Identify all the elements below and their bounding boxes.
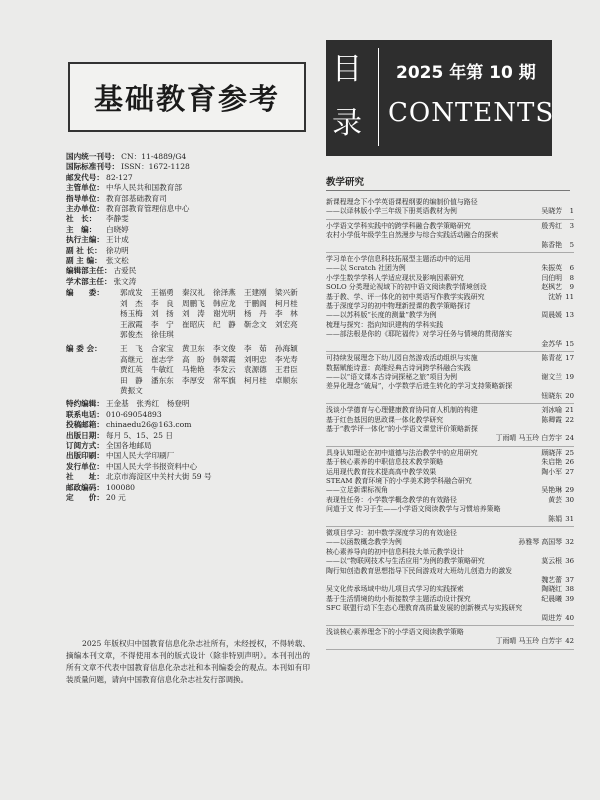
member-name: 徐泽燕 — [213, 288, 236, 298]
toc-entry — [326, 447, 574, 527]
toc-line — [326, 604, 574, 613]
meta-value: CN：11-4889/G4 — [121, 152, 187, 161]
meta-row — [66, 483, 316, 493]
toc-entry — [326, 352, 574, 404]
toc-line — [326, 293, 574, 302]
meta-label: 邮政编码： — [66, 482, 104, 492]
meta-label: 出版印刷： — [66, 451, 104, 461]
meta-label: 指导单位： — [66, 193, 104, 203]
meta-label: 邮发代号： — [66, 172, 104, 182]
member-name: 王建刚 — [244, 288, 267, 298]
meta-label: 国内统一刊号： — [66, 152, 120, 161]
member-name: 王淑霞 — [120, 319, 143, 329]
article-title: 运用现代教育技术提高高中教学效果 — [326, 467, 437, 476]
page-number: 32 — [565, 538, 574, 547]
member-name: 刘 涛 — [182, 309, 205, 319]
meta-row — [66, 277, 316, 287]
article-title: SOLO 分类理论视域下的初中语文阅读教学情境创设 — [326, 283, 487, 292]
article-title: 基于“教学评一体化”的小学语文课堂评价策略新探 — [326, 424, 478, 433]
toc-line — [326, 207, 574, 216]
toc-line — [326, 576, 574, 585]
page-number: 21 — [565, 406, 574, 415]
article-title: 可持续发展理念下幼儿园自然游戏活动组织与实施 — [326, 354, 478, 363]
article-title: 梳理与探究：指向知识建构的学科实践 — [326, 320, 444, 329]
toc-line — [326, 198, 574, 207]
member-name: 贾红英 — [120, 365, 143, 375]
toc-line — [326, 548, 574, 557]
meta-value: 李静雯 — [106, 214, 129, 224]
toc-line — [326, 302, 574, 311]
section-title: 教学研究 — [326, 177, 365, 188]
contents-label: CONTENTS — [388, 98, 555, 128]
toc-line — [326, 231, 574, 240]
page-number: 19 — [565, 372, 574, 381]
article-title: ——以“物联网技术与生活应用”为例的教学策略研究 — [326, 557, 485, 566]
meta-label: 投稿邮箱： — [66, 420, 104, 430]
article-title: 吴文化传承场域中幼儿项目式学习的实践探索 — [326, 585, 464, 594]
article-author: 孙雅琴 高国琴 — [518, 538, 562, 547]
article-title: STEAM 教育环境下的小学美术跨学科融合研究 — [326, 476, 472, 485]
article-title: 表现性任务：小学数学概念教学的有效路径 — [326, 495, 457, 504]
member-name: 王 飞 — [120, 344, 143, 354]
toc-line — [326, 416, 574, 425]
member-name: 牛敏红 — [151, 365, 174, 375]
toc-line — [326, 364, 574, 373]
meta-label: 出版日期： — [66, 430, 104, 440]
meta-value: chinaedu26@163.com — [106, 420, 192, 430]
meta-label: 定 价： — [66, 493, 104, 502]
page-number: 22 — [565, 415, 574, 424]
article-title: 核心素养导向的初中信息科技大单元教学设计 — [326, 547, 464, 556]
meta-label: 社 长： — [66, 214, 97, 224]
article-title: 浅谈小学德育与心理健康教育协同育人机制的构建 — [326, 406, 478, 415]
article-author: 闫伯明 — [541, 273, 562, 282]
member-name: 周鹏飞 — [182, 298, 205, 308]
member-name: 黄振文 — [120, 385, 143, 395]
toc-line — [326, 486, 574, 495]
article-title: 差异化理念“破局”，小学数学后进生转化的学习支持策略新探 — [326, 382, 513, 391]
meta-value: 张文涛 — [113, 276, 137, 286]
editorial-committee — [66, 344, 316, 396]
meta-label: 主管单位： — [66, 183, 104, 193]
member-name: 李文俊 — [213, 344, 236, 354]
article-author: 金苏华 — [541, 339, 562, 348]
meta-row — [66, 462, 316, 472]
toc-line — [326, 614, 574, 623]
meta-row — [66, 472, 316, 482]
meta-label: 联系电话： — [66, 409, 104, 419]
article-title: ——以苏科版“长度的测量”教学为例 — [326, 311, 437, 320]
article-title: 基于深度学习的初中物理新授课的教学策略探讨 — [326, 302, 471, 311]
member-name: 徐佳琪 — [151, 329, 174, 339]
meta-value: 20 元 — [106, 493, 126, 502]
meta-value: 100080 — [106, 482, 135, 492]
member-name: 刘 扬 — [151, 309, 174, 319]
meta-label: 社 址： — [66, 472, 104, 482]
meta-row — [66, 194, 316, 204]
toc-line — [326, 468, 574, 477]
article-title: 农村小学低年级学生自然漫步与综合实践活动融合的探索 — [326, 231, 499, 240]
meta-label: 国际标准刊号： — [66, 162, 120, 172]
toc-line — [326, 255, 574, 264]
meta-row — [66, 410, 316, 420]
article-author: 陈青花 — [541, 354, 562, 363]
header-glyph-mu: 目 — [332, 52, 362, 87]
article-author: 吴艳琳 — [541, 486, 562, 495]
toc-line — [326, 477, 574, 486]
member-name: 李 林 — [275, 309, 298, 319]
article-title — [326, 241, 537, 250]
article-author: 纪晨曦 — [541, 594, 562, 603]
meta-value: 教育部基础教育司 — [106, 193, 167, 203]
toc-entry — [326, 626, 574, 650]
page-number: 39 — [565, 594, 574, 603]
copyright-notice: 2025 年版权归中国教育信息化杂志社所有，未经授权，不得转载、摘编本刊文章，不得使用本刊的版式设计（除非特别声明）。本刊刊出的所有文章不代表中国教育信息化杂志社和本刊编委会的观点。本刊如有印装质量问题，请向中国教育信息化杂志社发行部调换。 — [66, 639, 310, 684]
toc-line — [326, 425, 574, 434]
article-title — [326, 392, 537, 401]
article-title: 具身认知理论在初中道德与法治教学中的应用研究 — [326, 448, 478, 457]
article-title: ——以译林版小学三年级下册英语教材为例 — [326, 207, 457, 216]
article-title: 微项目学习：初中数学深度学习的有效途径 — [326, 529, 457, 537]
publication-info — [66, 152, 316, 503]
member-name: 韩翠霞 — [213, 354, 236, 364]
member-name: 纪 静 — [213, 319, 236, 329]
section-rule — [326, 190, 570, 191]
page-number: 8 — [569, 273, 574, 282]
meta-value: 王金基 张秀红 杨登明 — [106, 399, 190, 409]
article-title: 基于红色基因的思政课一体化教学研究 — [326, 415, 444, 424]
toc-entry — [326, 196, 574, 220]
meta-row — [66, 441, 316, 451]
article-author: 刘冰喻 — [541, 406, 562, 415]
page-number: 20 — [565, 391, 574, 400]
meta-value: 中国人民大学书报资料中心 — [106, 461, 198, 471]
meta-value: 中华人民共和国教育部 — [106, 183, 182, 193]
member-name: 崔昭庆 — [182, 319, 205, 329]
article-author: 钮晓东 — [541, 391, 562, 400]
article-title: ——立足新课标视角 — [326, 486, 389, 495]
meta-value: 王计成 — [106, 235, 129, 245]
page-number: 1 — [569, 207, 574, 216]
meta-label: 编辑部主任： — [66, 266, 112, 276]
toc-entry — [326, 253, 574, 352]
toc-line — [326, 496, 574, 505]
member-name: 韩应龙 — [213, 298, 236, 308]
meta-row — [66, 266, 316, 276]
header-glyph-lu: 录 — [332, 106, 362, 141]
article-title: 浅谈核心素养理念下的小学语文阅读教学策略 — [326, 628, 464, 637]
article-title: 陶行知创造教育思想指导下民间游戏对大班幼儿创造力的激发 — [326, 566, 513, 575]
article-title — [326, 637, 492, 646]
page-number: 42 — [565, 637, 574, 646]
member-name: 郭俊杰 — [120, 329, 143, 339]
toc-line — [326, 373, 574, 382]
meta-row — [66, 431, 316, 441]
article-title: ——以函数概念教学为例 — [326, 538, 402, 547]
page-number: 38 — [565, 585, 574, 594]
meta-label: 副 社 长： — [66, 245, 102, 255]
page-number: 24 — [565, 434, 574, 443]
editorial-board — [66, 288, 316, 340]
member-name: 刘 杰 — [120, 298, 143, 308]
meta-value: 张文松 — [106, 256, 129, 266]
toc-line — [326, 567, 574, 576]
member-name: 李发云 — [213, 365, 236, 375]
page-number: 15 — [565, 339, 574, 348]
member-name: 杨玉梅 — [120, 309, 143, 319]
page-number: 9 — [569, 283, 574, 292]
article-author: 魏艺蕾 — [541, 576, 562, 585]
meta-label: 主 编： — [66, 224, 97, 234]
meta-row — [66, 183, 316, 193]
article-author: 朱启艳 — [541, 458, 562, 467]
meta-value: 82-127 — [106, 172, 133, 182]
member-name: 郭成发 — [120, 288, 143, 298]
toc-line — [326, 274, 574, 283]
article-author: 陈娟 — [548, 514, 562, 523]
article-author: 朱振英 — [541, 264, 562, 273]
meta-row — [66, 246, 316, 256]
article-author: 黄芸 — [548, 495, 562, 504]
issue-label: 2025 年第 10 期 — [396, 63, 536, 83]
toc-line — [326, 585, 574, 594]
toc-line — [326, 222, 574, 231]
page-number: 17 — [565, 354, 574, 363]
meta-row — [66, 451, 316, 461]
toc-line — [326, 392, 574, 401]
meta-label: 副 主 编： — [66, 256, 102, 266]
article-author: 莫云根 — [541, 557, 562, 566]
article-title: SFC 联盟行动下生态心理教育高质量发展的创新模式与实践研究 — [326, 604, 523, 613]
page-number: 25 — [565, 448, 574, 457]
toc-entry — [326, 527, 574, 626]
toc-line — [326, 340, 574, 349]
meta-value: 中国人民大学印刷厂 — [106, 451, 175, 461]
article-title: 基于教、学、评一体化的初中英语写作教学实践研究 — [326, 292, 485, 301]
meta-row — [66, 204, 316, 214]
toc-line — [326, 382, 574, 391]
member-name: 李厚安 — [182, 375, 205, 385]
article-title: ——以“语文课本古诗词探秘之旅”项目为例 — [326, 372, 458, 381]
toc-line — [326, 330, 574, 339]
member-name: 李 良 — [151, 298, 174, 308]
member-name: 李 茹 — [244, 344, 267, 354]
article-author: 陶小军 — [541, 467, 562, 476]
article-author: 周晨媛 — [541, 311, 562, 320]
article-author: 谢文兰 — [541, 372, 562, 381]
meta-value: 白晓婷 — [106, 224, 129, 234]
meta-row — [66, 420, 316, 430]
article-title — [326, 340, 537, 349]
toc-line — [326, 637, 574, 646]
article-author: 吴晓芳 — [541, 207, 562, 216]
member-name: 高继元 — [120, 354, 143, 364]
toc-line — [326, 505, 574, 514]
toc-line — [326, 538, 574, 547]
member-name: 刘明忠 — [244, 354, 267, 364]
toc-line — [326, 449, 574, 458]
member-name: 马艳艳 — [182, 365, 205, 375]
article-title: 数据赋能诗意：高维经典古诗词跨学科融合实践 — [326, 363, 471, 372]
member-name: 杨 丹 — [244, 309, 267, 319]
article-title: 基于核心素养的中职信息技术教学策略 — [326, 458, 444, 467]
article-author: 周进芳 — [541, 613, 562, 622]
meta-label: 发行单位： — [66, 461, 104, 471]
article-author: 陈卿霞 — [541, 415, 562, 424]
member-name: 靳念文 — [244, 319, 267, 329]
editorial-board-label: 编 委： — [66, 288, 104, 298]
journal-title: 基础教育参考 — [93, 81, 280, 116]
article-title — [326, 576, 537, 585]
toc-line — [326, 458, 574, 467]
member-name: 王君臣 — [275, 365, 298, 375]
member-name: 潘东东 — [151, 375, 174, 385]
meta-row — [66, 256, 316, 266]
article-title: ——以 Scratch 社团为例 — [326, 264, 406, 273]
member-name: 柯月桂 — [244, 375, 267, 385]
header-divider — [378, 48, 379, 146]
meta-row — [66, 235, 316, 245]
meta-value: 教育部教育管理信息中心 — [106, 204, 190, 214]
article-author: 陈香艳 — [541, 240, 562, 249]
meta-row — [66, 493, 316, 503]
toc-line — [326, 529, 574, 538]
page-number: 3 — [569, 221, 574, 230]
article-author: 赵枫艺 — [541, 283, 562, 292]
toc-entry — [326, 220, 574, 253]
article-author: 沈娇 — [548, 292, 562, 301]
meta-row — [66, 152, 316, 162]
meta-value: 古爱民 — [113, 266, 137, 276]
article-title: 小学生数学学科人学适应现状及影响因素研究 — [326, 273, 464, 282]
page-number: 26 — [565, 458, 574, 467]
article-author: 顾晓萍 — [541, 448, 562, 457]
page-number: 6 — [569, 264, 574, 273]
toc-line — [326, 241, 574, 250]
meta-value: 全国各地邮局 — [106, 440, 152, 450]
member-name: 李光寿 — [275, 354, 298, 364]
contents-header — [326, 40, 555, 156]
page-number: 11 — [565, 292, 574, 301]
member-name: 梁兴新 — [275, 288, 298, 298]
article-title: 问道于文 传习于生——小学语文阅读教学与习惯培养策略 — [326, 505, 501, 514]
meta-label: 订阅方式： — [66, 440, 104, 450]
meta-value: 010-69054893 — [106, 409, 162, 419]
meta-row — [66, 225, 316, 235]
toc-line — [326, 406, 574, 415]
meta-row — [66, 214, 316, 224]
article-author: 丁雨晴 马玉玲 白芳宇 — [495, 637, 562, 646]
member-name: 高 盼 — [182, 354, 205, 364]
toc-line — [326, 515, 574, 524]
member-name: 于鹏阁 — [244, 298, 267, 308]
member-name: 王福勇 — [151, 288, 174, 298]
toc-line — [326, 321, 574, 330]
member-name: 黄卫东 — [182, 344, 205, 354]
member-name: 孙海颖 — [275, 344, 298, 354]
article-author: 陶晓红 — [541, 585, 562, 594]
page-number: 40 — [565, 613, 574, 622]
page-number: 30 — [565, 495, 574, 504]
toc-line — [326, 311, 574, 320]
member-name: 田 静 — [120, 375, 143, 385]
page-number: 31 — [565, 514, 574, 523]
table-of-contents — [326, 196, 574, 650]
member-name: 常军旗 — [213, 375, 236, 385]
toc-entry — [326, 404, 574, 447]
article-title: 新课程理念下小学英语课程纲要的编制价值与路径 — [326, 198, 478, 206]
journal-title-box — [68, 62, 306, 132]
page-number: 36 — [565, 557, 574, 566]
toc-line — [326, 264, 574, 273]
member-name: 秦汉礼 — [182, 288, 205, 298]
member-name: 崔志学 — [151, 354, 174, 364]
page-number: 27 — [565, 467, 574, 476]
committee-label: 编 委 会： — [66, 344, 102, 354]
meta-value: 北京市海淀区中关村大街 59 号 — [106, 472, 212, 482]
meta-value: ISSN：1672-1128 — [121, 162, 190, 172]
toc-line — [326, 434, 574, 443]
meta-value: 徐功明 — [106, 245, 129, 255]
meta-row — [66, 162, 316, 172]
meta-label: 学术部主任： — [66, 276, 112, 286]
article-author: 殷秀红 — [541, 221, 562, 230]
article-title: 学习单在小学信息科技拓展型主题活动中的运用 — [326, 255, 471, 264]
toc-line — [326, 595, 574, 604]
page-number: 29 — [565, 486, 574, 495]
toc-line — [326, 628, 574, 637]
member-name: 合家宝 — [151, 344, 174, 354]
article-title — [326, 614, 537, 623]
meta-row — [66, 399, 316, 409]
meta-row — [66, 173, 316, 183]
meta-value: 每月 5、15、25 日 — [106, 430, 173, 440]
member-name: 袁源德 — [244, 365, 267, 375]
member-name: 谢光明 — [213, 309, 236, 319]
meta-label: 执行主编： — [66, 235, 104, 245]
member-name: 卓顺东 — [275, 375, 298, 385]
article-title: 小学语文学科实践中的跨学科融合教学策略研究 — [326, 221, 471, 230]
article-title — [326, 515, 544, 524]
article-title: 基于生活情境的幼小衔接数学主题活动设计探究 — [326, 594, 471, 603]
toc-line — [326, 354, 574, 363]
member-name: 刘宏亮 — [275, 319, 298, 329]
article-title: ——部法根是你的《耶陀福传》对学习任务与情境的贯彻落实 — [326, 330, 513, 339]
page-number: 37 — [565, 576, 574, 585]
member-name: 柯月桂 — [275, 298, 298, 308]
toc-line — [326, 557, 574, 566]
page-number: 13 — [565, 311, 574, 320]
article-title — [326, 434, 492, 443]
member-name: 李 宁 — [151, 319, 174, 329]
meta-label: 特约编辑： — [66, 399, 104, 409]
toc-line — [326, 283, 574, 292]
page-number: 5 — [569, 240, 574, 249]
article-author: 丁雨晴 马玉玲 白芳宇 — [495, 434, 562, 443]
meta-label: 主办单位： — [66, 204, 104, 214]
